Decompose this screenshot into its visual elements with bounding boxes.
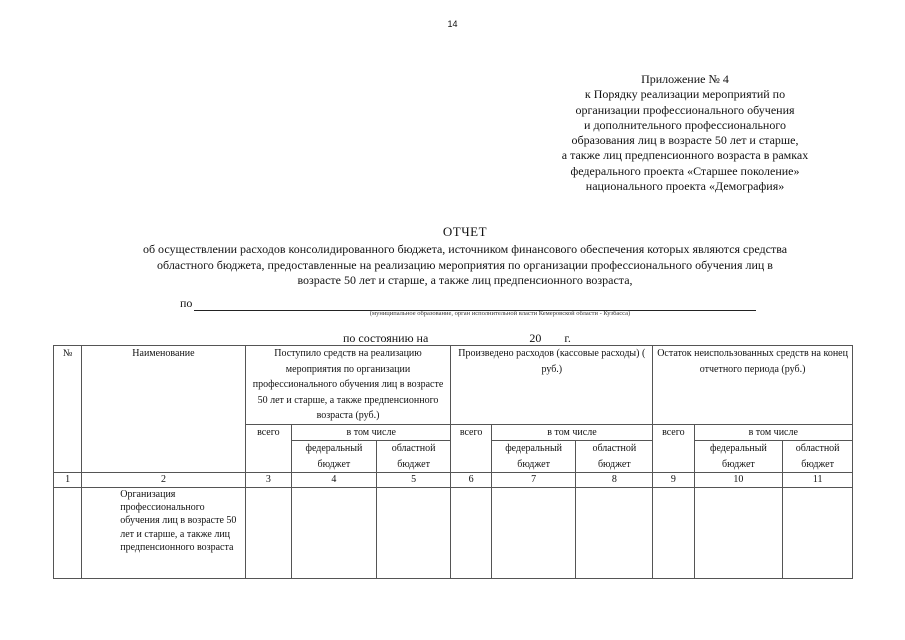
- organization-label: по: [180, 296, 193, 310]
- column-number: 5: [376, 473, 451, 488]
- value-cell[interactable]: [783, 488, 853, 579]
- year-prefix: 20: [529, 331, 542, 345]
- header-total: всего: [451, 424, 491, 473]
- as-of-label: по состоянию на: [343, 331, 429, 345]
- column-number: 4: [292, 473, 377, 488]
- report-title: ОТЧЕТ: [442, 224, 488, 239]
- column-number-row: [54, 473, 853, 488]
- organization-hint: (муниципальное образование, орган исполнительной власти Кемеровской области - Кузбасса): [369, 310, 631, 317]
- value-cell[interactable]: [376, 488, 451, 579]
- year-suffix: г.: [564, 331, 571, 345]
- appendix-line: национального проекта «Демография»: [585, 179, 785, 194]
- value-cell[interactable]: [694, 488, 783, 579]
- row-name: Организация профессионального обучения лиц в возрасте 50 лет и старше, а также лиц предпенсионного возраста: [82, 488, 245, 579]
- appendix-line: федерального проекта «Старшее поколение»: [570, 163, 800, 178]
- column-number: 10: [694, 473, 783, 488]
- page-number: 14: [447, 19, 458, 29]
- value-cell[interactable]: [491, 488, 576, 579]
- table-row: [54, 488, 853, 579]
- header-federal: федеральный бюджет: [491, 441, 576, 473]
- appendix-line: образования лиц в возрасте 50 лет и старше,: [571, 133, 799, 148]
- column-number: 7: [491, 473, 576, 488]
- header-total: всего: [653, 424, 694, 473]
- header-remaining: Остаток неиспользованных средств на конец отчетного периода (руб.): [653, 346, 853, 425]
- header-regional: областной бюджет: [783, 441, 853, 473]
- appendix-block: [520, 72, 850, 194]
- appendix-line: организации профессионального обучения: [575, 102, 795, 117]
- column-number: 1: [54, 473, 82, 488]
- header-received: Поступило средств на реализацию мероприятия по организации профессионального обучения лиц в возрасте 50 лет и старше, а также предпенсионного возраста (руб.): [245, 346, 451, 425]
- value-cell[interactable]: [292, 488, 377, 579]
- as-of-date-line: [343, 331, 571, 346]
- header-including: в том числе: [491, 424, 652, 441]
- header-regional: областной бюджет: [576, 441, 653, 473]
- header-total: всего: [245, 424, 291, 473]
- header-federal: федеральный бюджет: [292, 441, 377, 473]
- column-number: 6: [451, 473, 491, 488]
- row-num-cell[interactable]: [54, 488, 82, 579]
- header-federal: федеральный бюджет: [694, 441, 783, 473]
- header-num: №: [54, 346, 82, 473]
- appendix-line: и дополнительного профессионального: [584, 117, 786, 132]
- column-number: 2: [82, 473, 245, 488]
- header-regional: областной бюджет: [376, 441, 451, 473]
- value-cell[interactable]: [576, 488, 653, 579]
- header-including: в том числе: [292, 424, 451, 441]
- report-subtitle-line: областного бюджета, предоставленные на реализацию мероприятия по организации профессионального обучения лиц в: [157, 257, 773, 272]
- appendix-line: Приложение № 4: [641, 72, 729, 86]
- column-number: 11: [783, 473, 853, 488]
- report-subtitle: [50, 242, 880, 289]
- value-cell[interactable]: [245, 488, 291, 579]
- header-name: Наименование: [82, 346, 245, 473]
- appendix-line: к Порядку реализации мероприятий по: [584, 87, 786, 102]
- header-including: в том числе: [694, 424, 852, 441]
- report-table: [53, 345, 853, 579]
- column-number: 9: [653, 473, 694, 488]
- header-spent: Произведено расходов (кассовые расходы) ( руб.): [451, 346, 653, 425]
- column-number: 3: [245, 473, 291, 488]
- organization-line: [180, 296, 756, 311]
- value-cell[interactable]: [653, 488, 694, 579]
- appendix-line: а также лиц предпенсионного возраста в рамках: [561, 148, 809, 163]
- value-cell[interactable]: [451, 488, 491, 579]
- report-subtitle-line: об осуществлении расходов консолидированного бюджета, источником финансового обеспечения которых являются средства: [142, 242, 788, 256]
- report-subtitle-line: возрасте 50 лет и старше, а также лиц предпенсионного возраста,: [297, 273, 633, 287]
- column-number: 8: [576, 473, 653, 488]
- header-row-main: [54, 346, 853, 425]
